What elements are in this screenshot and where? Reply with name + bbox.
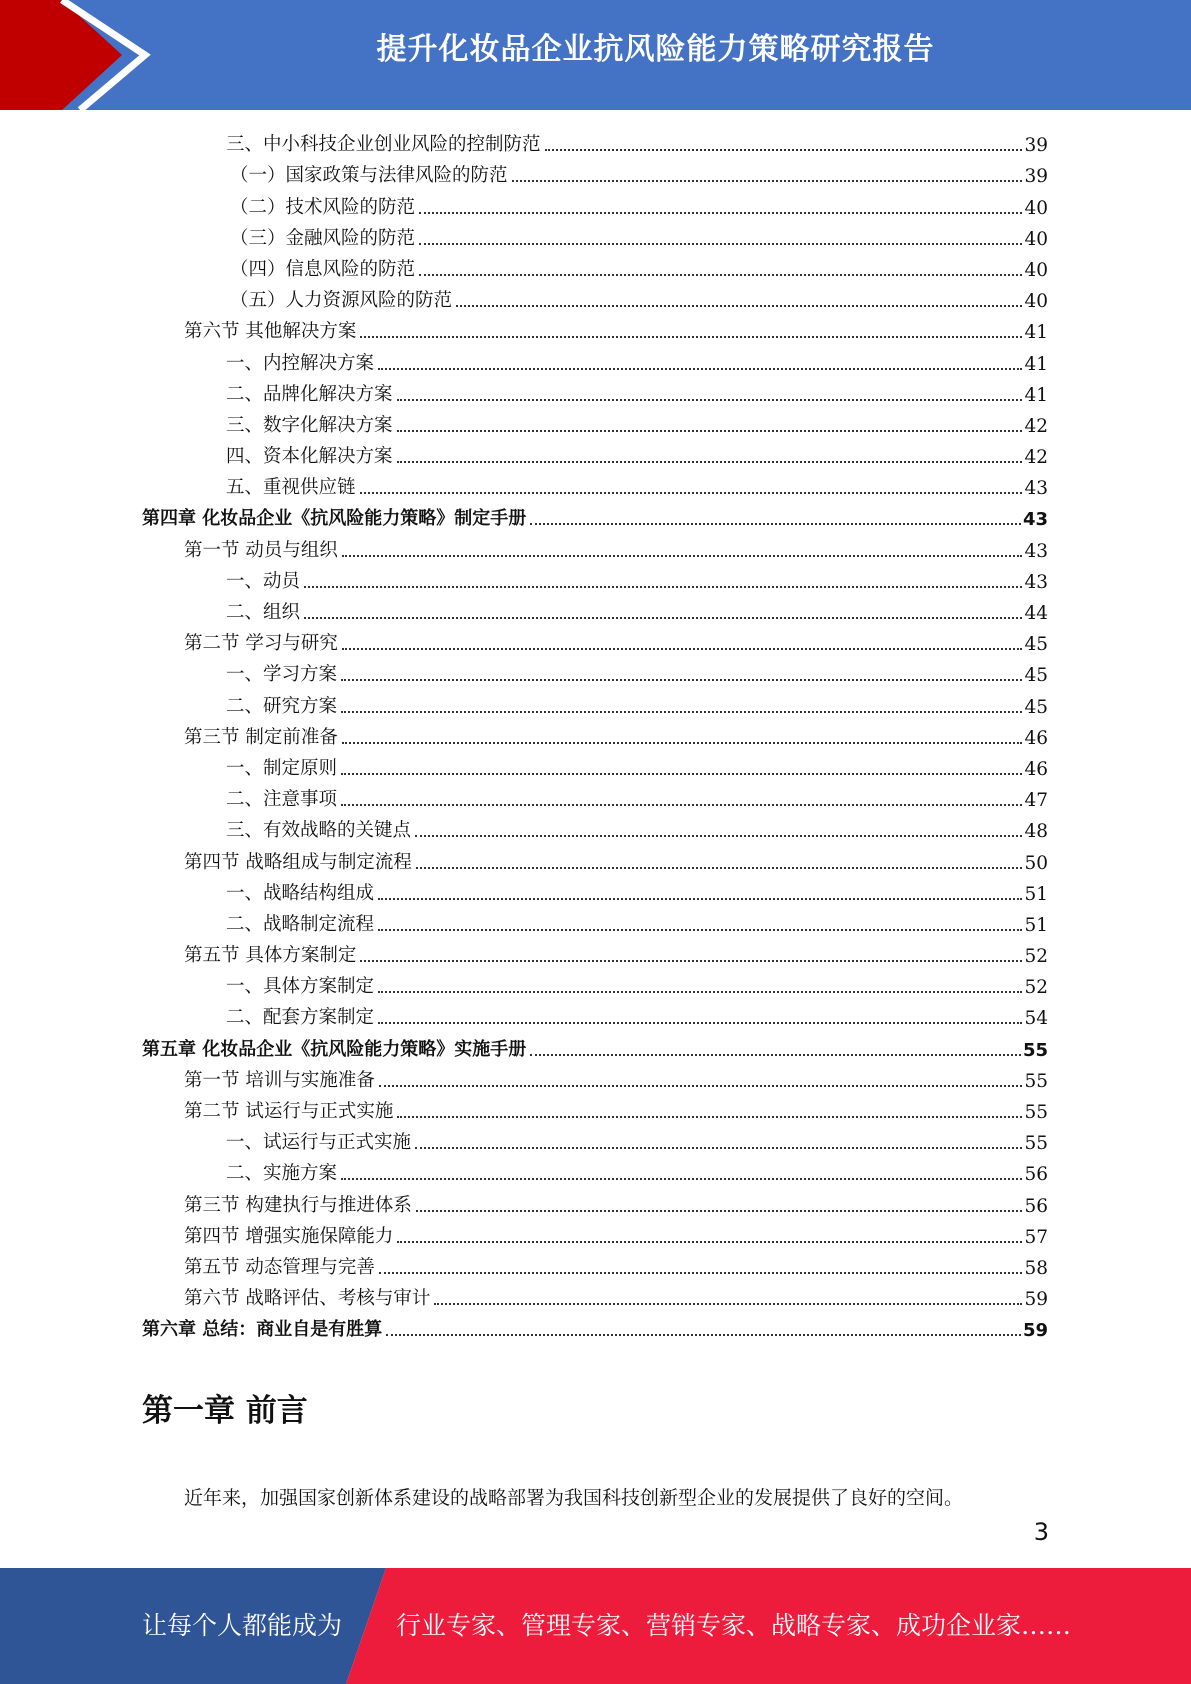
toc-entry-page: 59: [1022, 1320, 1048, 1342]
toc-entry-page: 39: [1024, 166, 1048, 188]
toc-dot-leader: [397, 1116, 1022, 1118]
toc-entry-page: 40: [1024, 291, 1048, 313]
toc-entry[interactable]: [142, 814, 1048, 845]
toc-dot-leader: [416, 867, 1023, 869]
toc-entry-page: 43: [1024, 540, 1048, 562]
toc-entry-page: 43: [1024, 571, 1048, 593]
toc-dot-leader: [341, 679, 1022, 681]
toc-entry-page: 52: [1024, 977, 1048, 999]
toc-entry[interactable]: [142, 908, 1048, 939]
toc-entry-title: 二、实施方案: [226, 1163, 338, 1185]
toc-entry[interactable]: [142, 346, 1048, 377]
toc-entry-title: 第六章 总结：商业自是有胜算: [142, 1319, 383, 1341]
toc-entry-title: 一、学习方案: [226, 664, 338, 686]
toc-entry[interactable]: [142, 689, 1048, 720]
toc-entry-title: 第六节 战略评估、考核与审计: [184, 1288, 431, 1310]
toc-entry[interactable]: [142, 1282, 1048, 1313]
toc-entry-title: 第四节 增强实施保障能力: [184, 1225, 394, 1247]
toc-entry-page: 39: [1024, 135, 1048, 157]
toc-dot-leader: [379, 1272, 1023, 1274]
toc-dot-leader: [379, 1085, 1023, 1087]
toc-entry[interactable]: [142, 1126, 1048, 1157]
toc-entry-title: 一、动员: [226, 570, 301, 592]
toc-entry-title: 一、内控解决方案: [226, 352, 375, 374]
toc-entry-page: 51: [1024, 883, 1048, 905]
toc-dot-leader: [378, 1022, 1022, 1024]
toc-entry-page: 55: [1024, 1070, 1048, 1092]
toc-entry-page: 58: [1024, 1257, 1048, 1279]
toc-entry-title: 第五节 动态管理与完善: [184, 1256, 375, 1278]
toc-entry[interactable]: [142, 440, 1048, 471]
toc-entry[interactable]: [142, 752, 1048, 783]
page-number: 3: [1033, 1518, 1049, 1546]
toc-dot-leader: [397, 399, 1023, 401]
toc-entry-title: 第四章 化妆品企业《抗风险能力策略》制定手册: [142, 508, 527, 530]
toc-entry[interactable]: [142, 1157, 1048, 1188]
toc-entry-title: 二、研究方案: [226, 695, 338, 717]
toc-entry[interactable]: [142, 1188, 1048, 1219]
toc-entry[interactable]: [142, 565, 1048, 596]
toc-entry[interactable]: [142, 877, 1048, 908]
toc-dot-leader: [341, 711, 1022, 713]
toc-entry-title: 二、注意事项: [226, 789, 338, 811]
toc-entry-title: （二）技术风险的防范: [230, 196, 416, 218]
toc-entry-page: 44: [1024, 603, 1048, 624]
toc-entry-title: 第四节 战略组成与制定流程: [184, 851, 412, 873]
toc-entry[interactable]: [142, 1220, 1048, 1251]
toc-entry[interactable]: [142, 970, 1048, 1001]
toc-dot-leader: [530, 523, 1021, 525]
page-header: [0, 0, 1191, 110]
toc-entry-page: 56: [1024, 1195, 1048, 1217]
toc-entry[interactable]: [142, 1032, 1048, 1063]
toc-dot-leader: [386, 1334, 1021, 1336]
toc-entry-title: 第一节 动员与组织: [184, 539, 338, 561]
toc-entry[interactable]: [142, 222, 1048, 253]
toc-entry-title: 二、组织: [226, 602, 301, 623]
toc-dot-leader: [419, 212, 1022, 214]
toc-entry-title: 第六节 其他解决方案: [184, 321, 357, 343]
toc-dot-leader: [342, 555, 1023, 557]
toc-dot-leader: [360, 336, 1022, 338]
toc-entry-title: 一、战略结构组成: [226, 882, 375, 904]
toc-entry-page: 40: [1024, 197, 1048, 219]
toc-entry-page: 48: [1024, 821, 1048, 843]
toc-dot-leader: [378, 929, 1022, 931]
page-footer: [0, 1568, 1191, 1684]
toc-entry-title: 三、中小科技企业创业风险的控制防范: [226, 134, 541, 156]
toc-entry-page: 59: [1024, 1289, 1048, 1311]
toc-dot-leader: [341, 804, 1022, 806]
toc-dot-leader: [512, 180, 1023, 182]
toc-entry-title: 第五章 化妆品企业《抗风险能力策略》实施手册: [142, 1038, 527, 1060]
toc-dot-leader: [397, 1241, 1022, 1243]
toc-entry-page: 47: [1024, 790, 1048, 812]
toc-entry-title: （五）人力资源风险的防范: [230, 290, 453, 312]
toc-dot-leader: [415, 835, 1022, 837]
toc-entry[interactable]: [142, 1064, 1048, 1095]
toc-dot-leader: [397, 430, 1023, 432]
toc-dot-leader: [419, 243, 1022, 245]
toc-entry[interactable]: [142, 721, 1048, 752]
toc-dot-leader: [545, 149, 1023, 151]
toc-entry-page: 50: [1024, 852, 1048, 874]
toc-entry-page: 43: [1024, 478, 1048, 500]
toc-dot-leader: [416, 1210, 1023, 1212]
toc-entry[interactable]: [142, 1095, 1048, 1126]
toc-entry-title: 五、重视供应链: [226, 477, 356, 499]
toc-entry[interactable]: [142, 471, 1048, 502]
toc-dot-leader: [378, 991, 1022, 993]
toc-entry-page: 43: [1022, 509, 1048, 531]
toc-entry-title: 三、数字化解决方案: [226, 414, 393, 436]
toc-entry-title: 一、具体方案制定: [226, 976, 375, 998]
toc-entry-page: 45: [1024, 634, 1048, 656]
toc-dot-leader: [434, 1303, 1022, 1305]
toc-entry-title: （三）金融风险的防范: [230, 227, 416, 249]
table-of-contents: [142, 128, 1048, 1344]
toc-entry[interactable]: [142, 783, 1048, 814]
toc-entry[interactable]: [142, 939, 1048, 970]
header-title: 提升化妆品企业抗风险能力策略研究报告: [376, 32, 935, 67]
toc-entry[interactable]: [142, 658, 1048, 689]
toc-dot-leader: [530, 1054, 1021, 1056]
toc-dot-leader: [304, 586, 1022, 588]
toc-entry[interactable]: [142, 596, 1048, 627]
toc-entry-title: （四）信息风险的防范: [230, 258, 416, 280]
toc-entry[interactable]: [142, 159, 1048, 190]
chapter-heading: 第一章 前言: [142, 1393, 308, 1429]
toc-entry-page: 41: [1024, 384, 1048, 406]
toc-entry-page: 42: [1024, 415, 1048, 437]
toc-entry[interactable]: [142, 190, 1048, 221]
toc-entry-page: 42: [1024, 447, 1048, 469]
toc-entry-title: 二、品牌化解决方案: [226, 383, 393, 405]
toc-entry-page: 55: [1024, 1102, 1048, 1123]
toc-entry-title: 第二节 试运行与正式实施: [184, 1101, 394, 1122]
toc-entry-page: 56: [1024, 1164, 1048, 1186]
toc-entry[interactable]: [142, 533, 1048, 564]
toc-entry-title: 第五节 具体方案制定: [184, 945, 357, 967]
toc-dot-leader: [456, 305, 1022, 307]
toc-entry-page: 55: [1022, 1039, 1048, 1061]
toc-entry[interactable]: [142, 128, 1048, 159]
toc-dot-leader: [341, 773, 1022, 775]
toc-entry-title: 三、有效战略的关键点: [226, 820, 412, 842]
footer-slogan-left: 让每个人都能成为: [142, 1611, 343, 1640]
toc-entry-title: 一、试运行与正式实施: [226, 1132, 412, 1154]
toc-entry-page: 46: [1024, 758, 1048, 780]
toc-entry-title: 四、资本化解决方案: [226, 446, 393, 468]
toc-entry-title: 一、制定原则: [226, 757, 338, 779]
toc-entry-page: 46: [1024, 727, 1048, 749]
toc-dot-leader: [341, 1178, 1022, 1180]
toc-entry[interactable]: [142, 627, 1048, 658]
toc-dot-leader: [360, 960, 1022, 962]
toc-dot-leader: [397, 461, 1023, 463]
toc-entry-title: （一）国家政策与法律风险的防范: [230, 165, 508, 187]
toc-entry-page: 54: [1024, 1008, 1048, 1030]
toc-entry-page: 41: [1024, 322, 1048, 344]
toc-entry-title: 第一节 培训与实施准备: [184, 1069, 375, 1091]
toc-entry-page: 45: [1024, 696, 1048, 718]
toc-dot-leader: [342, 742, 1023, 744]
toc-entry[interactable]: [142, 315, 1048, 346]
toc-dot-leader: [378, 898, 1022, 900]
toc-entry[interactable]: [142, 409, 1048, 440]
toc-entry-page: 40: [1024, 228, 1048, 250]
toc-entry[interactable]: [142, 502, 1048, 533]
toc-entry-page: 57: [1024, 1226, 1048, 1248]
toc-entry-page: 40: [1024, 259, 1048, 281]
toc-entry-page: 52: [1024, 946, 1048, 968]
toc-entry[interactable]: [142, 845, 1048, 876]
toc-dot-leader: [415, 1147, 1022, 1149]
toc-entry-page: 41: [1024, 353, 1048, 375]
toc-entry-title: 第三节 构建执行与推进体系: [184, 1194, 412, 1216]
toc-dot-leader: [304, 617, 1022, 619]
toc-dot-leader: [342, 648, 1023, 650]
toc-entry-page: 51: [1024, 914, 1048, 936]
toc-entry-title: 第二节 学习与研究: [184, 633, 338, 655]
toc-entry[interactable]: [142, 1251, 1048, 1282]
toc-dot-leader: [360, 492, 1023, 494]
toc-entry[interactable]: [142, 1313, 1048, 1344]
toc-entry-title: 第三节 制定前准备: [184, 726, 338, 748]
toc-entry-title: 二、配套方案制定: [226, 1007, 375, 1029]
toc-entry[interactable]: [142, 1001, 1048, 1032]
toc-entry-title: 二、战略制定流程: [226, 913, 375, 935]
toc-entry-page: 55: [1024, 1133, 1048, 1155]
body-paragraph: 近年来，加强国家创新体系建设的战略部署为我国科技创新型企业的发展提供了良好的空间。: [184, 1487, 964, 1509]
toc-dot-leader: [378, 368, 1022, 370]
toc-entry[interactable]: [142, 378, 1048, 409]
footer-slogan-right: 行业专家、管理专家、营销专家、战略专家、成功企业家……: [396, 1611, 1072, 1640]
toc-entry[interactable]: [142, 284, 1048, 315]
toc-dot-leader: [419, 274, 1022, 276]
toc-entry[interactable]: [142, 253, 1048, 284]
toc-entry-page: 45: [1024, 665, 1048, 687]
